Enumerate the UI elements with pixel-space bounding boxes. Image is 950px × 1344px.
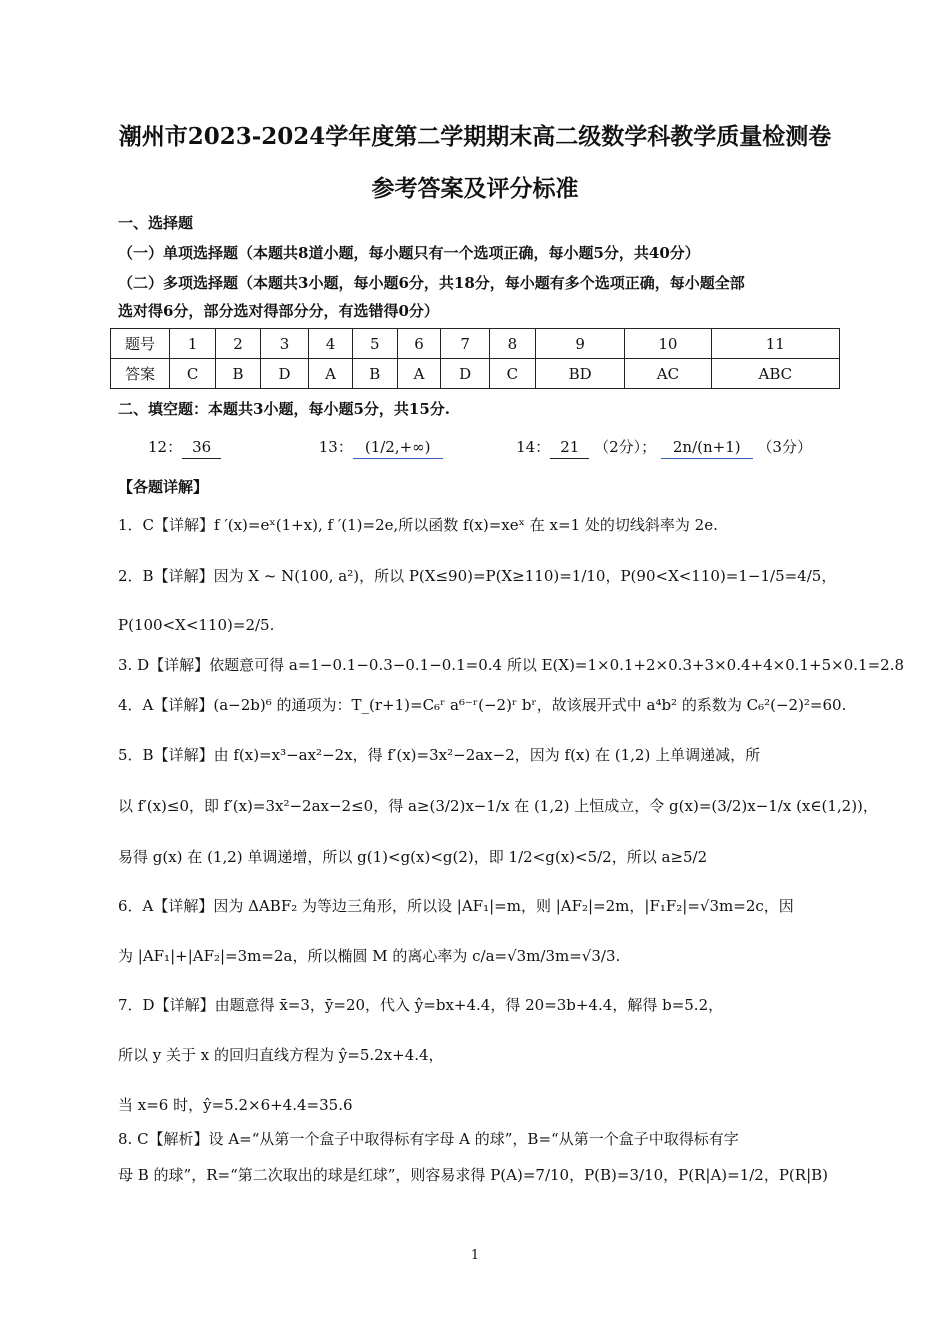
detail-q5-line2: 以 f′(x)≤0，即 f′(x)=3x²−2ax−2≤0，得 a≥(3/2)x−1/x 在 (1,2) 上恒成立，令 g(x)=(3/2)x−1/x (x∈(1,2))， [118,797,878,815]
detail-q7-line3: 当 x=6 时，ŷ=5.2×6+4.4=35.6 [118,1096,353,1114]
detail-q2-line2: P(100<X<110)=2/5. [118,616,275,634]
table-cell: AC [625,359,711,389]
q14-label: 14： [516,438,551,456]
table-cell: 9 [536,329,625,359]
table-cell: 8 [489,329,535,359]
table-cell: 7 [441,329,489,359]
q14-score1: （2分）； [594,438,657,456]
detail-q8-line1: 8. C【解析】设 A=“从第一个盒子中取得标有字母 A 的球”，B=“从第一个盒子中取得标有字 [118,1130,739,1148]
page-number: 1 [470,1248,480,1263]
detail-q1: 1．C【详解】f ′(x)=eˣ(1+x), f ′(1)=2e,所以函数 f(x)=xeˣ 在 x=1 处的切线斜率为 2e. [118,516,718,534]
detail-q2-line1: 2．B【详解】因为 X ~ N(100, a²)，所以 P(X≤90)=P(X≥110)=1/10，P(90<X<110)=1−1/5=4/5， [118,567,837,585]
table-row [111,359,840,389]
detail-q4: 4．A【详解】(a−2b)⁶ 的通项为：T_(r+1)=C₆ʳ a⁶⁻ʳ(−2)ʳ bʳ，故该展开式中 a⁴b² 的系数为 C₆²(−2)²=60. [118,696,847,714]
table-cell: D [441,359,489,389]
detail-q6-line2: 为 |AF₁|+|AF₂|=3m=2a，所以椭圆 M 的离心率为 c/a=√3m/3m=√3/3. [118,947,621,965]
table-cell: BD [536,359,625,389]
q14-answer1: 21 [550,436,589,459]
detail-q7-line1: 7．D【详解】由题意得 x̄=3，ȳ=20，代入 ŷ=bx+4.4，得 20=3b+4.4，解得 b=5.2， [118,996,724,1014]
table-cell: B [353,359,398,389]
table-cell: 10 [625,329,711,359]
table-cell: C [170,359,216,389]
table-row [111,329,840,359]
detail-q3: 3. D【详解】依题意可得 a=1−0.1−0.3−0.1−0.1=0.4 所以 E(X)=1×0.1+2×0.3+3×0.4+4×0.1+5×0.1=2.8 [118,656,905,674]
detail-q5-line1: 5．B【详解】由 f(x)=x³−ax²−2x，得 f′(x)=3x²−2ax−2，因为 f(x) 在 (1,2) 上单调递减，所 [118,746,761,764]
section1-part1: （一）单项选择题（本题共8道小题，每小题只有一个选项正确，每小题5分，共40分） [118,244,700,262]
detail-q7-line2: 所以 y 关于 x 的回归直线方程为 ŷ=5.2x+4.4， [118,1046,444,1064]
q13-answer: (1/2,+∞) [353,436,443,459]
section1-heading: 一、选择题 [118,214,194,232]
q14-score2: （3分） [757,438,812,456]
table-cell: ABC [711,359,839,389]
table-cell: 1 [170,329,216,359]
detail-q5-line3: 易得 g(x) 在 (1,2) 单调递增，所以 g(1)<g(x)<g(2)，即 1/2<g(x)<5/2，所以 a≥5/2 [118,848,708,866]
table-header-cell: 题号 [111,329,170,359]
q14-answer2: 2n/(n+1) [661,436,753,459]
table-cell: 5 [353,329,398,359]
table-cell: B [216,359,261,389]
answer-table [110,328,840,389]
page-subtitle: 参考答案及评分标准 [371,175,579,202]
details-heading: 【各题详解】 [118,478,209,496]
table-cell: 4 [309,329,353,359]
q12-answer: 36 [182,436,221,459]
table-cell: 11 [711,329,839,359]
table-cell: A [309,359,353,389]
table-cell: A [397,359,441,389]
table-cell: D [260,359,308,389]
table-cell: 3 [260,329,308,359]
table-header-cell: 答案 [111,359,170,389]
section1-part2-line2: 选对得6分，部分选对得部分分，有选错得0分） [118,302,439,320]
table-cell: 6 [397,329,441,359]
table-cell: 2 [216,329,261,359]
q13-label: 13： [318,438,353,456]
table-cell: C [489,359,535,389]
q12-label: 12： [148,438,183,456]
page-title: 潮州市2023-2024学年度第二学期期末高二级数学科教学质量检测卷 [118,123,832,150]
section1-part2-line1: （二）多项选择题（本题共3小题，每小题6分，共18分，每小题有多个选项正确，每小题全部 [118,274,745,292]
detail-q8-line2: 母 B 的球”，R=“第二次取出的球是红球”，则容易求得 P(A)=7/10，P(B)=3/10，P(R|A)=1/2，P(R|B) [118,1166,829,1184]
fill-in-answers [148,436,840,459]
section2-heading: 二、填空题：本题共3小题，每小题5分，共15分. [118,400,450,418]
detail-q6-line1: 6．A【详解】因为 ΔABF₂ 为等边三角形，所以设 |AF₁|=m，则 |AF₂|=2m，|F₁F₂|=√3m=2c，因 [118,897,794,915]
